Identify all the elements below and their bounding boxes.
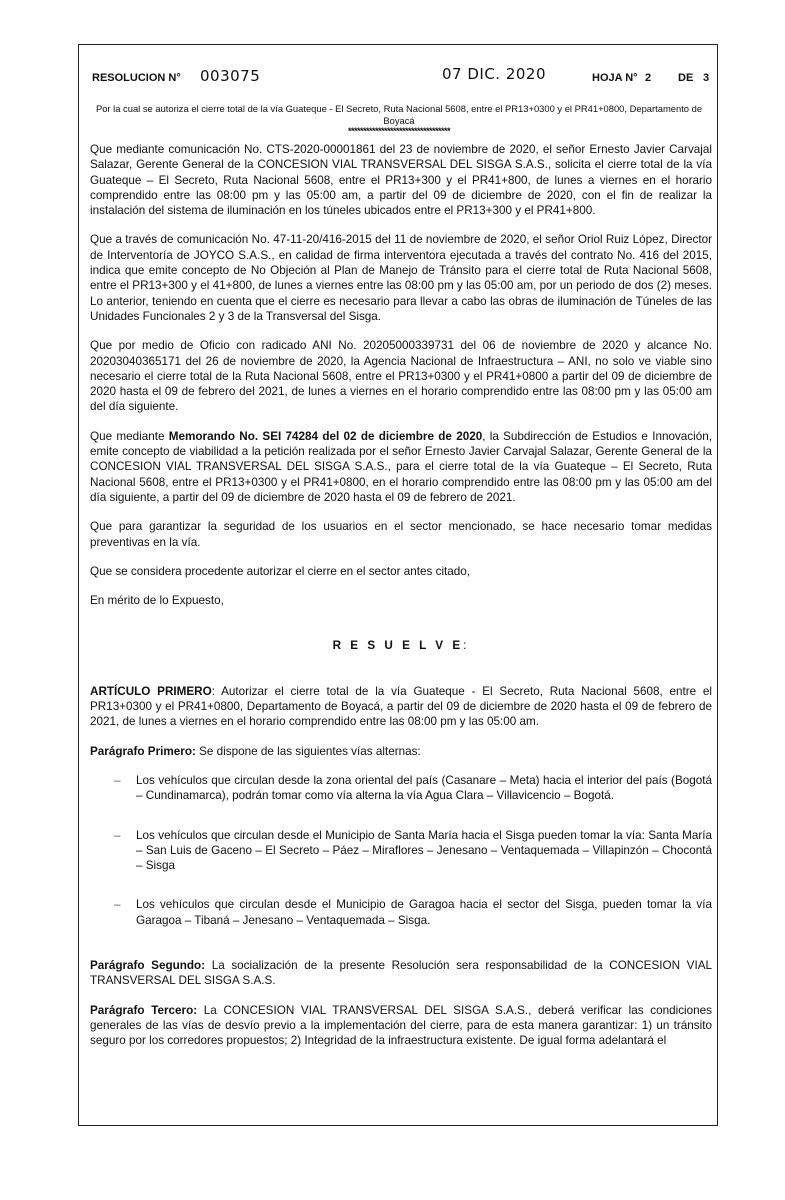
document-body xyxy=(90,142,712,1062)
paragrafo-segundo-label: Parágrafo Segundo: xyxy=(90,958,206,972)
de-number: 3 xyxy=(703,72,710,84)
resuelve-text: R E S U E L V E xyxy=(332,639,464,653)
paragraph-7: En mérito de lo Expuesto, xyxy=(90,594,224,608)
resuelve-colon: : xyxy=(463,639,470,653)
resolucion-date: 07 DIC. 2020 xyxy=(442,65,547,83)
resolution-subtitle: Por la cual se autoriza el cierre total de la vía Guateque - El Secreto, Ruta Nacional 5608, entre el PR13+0300 y el PR41+0800, Departamento de Boyacá xyxy=(95,103,703,126)
paragrafo-primero xyxy=(90,744,712,759)
alternate-routes-list xyxy=(90,773,712,928)
de-label: DE xyxy=(678,72,694,84)
resuelve-heading xyxy=(90,638,712,653)
articulo-primero-text: : Autorizar el cierre total de la vía Guateque - El Secreto, Ruta Nacional 5608, entre el PR13+0300 y el PR41+0800, Departamento de Boyacá, a partir del 09 de diciembre de 2020 hasta el 09 de febrero de 2021, de lunes a viernes en el horario comprendido entre las 08:00 pm y las 05:00 am. xyxy=(90,684,712,729)
articulo-primero xyxy=(90,684,712,730)
hoja-label: HOJA N° xyxy=(592,72,638,84)
document-header xyxy=(78,64,718,94)
paragrafo-tercero-label: Parágrafo Tercero: xyxy=(90,1003,198,1017)
separator-stars: ********************************** xyxy=(347,126,451,136)
paragrafo-segundo-text: La socialización de la presente Resolución sera responsabilidad de la CONCESION VIAL TRANSVERSAL DEL SISGA S.A.S. xyxy=(90,958,712,988)
articulo-primero-label: ARTÍCULO PRIMERO xyxy=(90,684,212,698)
paragraph-1: Que mediante comunicación No. CTS-2020-00001861 del 23 de noviembre de 2020, el señor Ernesto Javier Carvajal Salazar, Gerente General de la CONCESION VIAL TRANSVERSAL DEL SISGA S.A.S., solicita el cierre total de la vía Guateque – El Secreto, Ruta Nacional 5608, entre el PR13+300 y el PR41+800, de lunes a viernes en el horario comprendido entre las 08:00 pm y las 05:00 am, a partir del 09 de diciembre de 2020, con el fin de realizar la instalación del sistema de iluminación en los túneles ubicados entre el PR13+300 y el PR41+800. xyxy=(90,143,712,218)
list-item: – Los vehículos que circulan desde el Municipio de Santa María hacia el Sisga pueden tomar la vía: Santa María – San Luis de Gaceno – El Secreto – Páez – Miraflores – Jenesano – Ventaquemada – Villapinzón – Chocontá – Sisga xyxy=(90,828,712,874)
memorando-reference: Memorando No. SEI 74284 del 02 de diciembre de 2020 xyxy=(168,429,483,443)
resolucion-label: RESOLUCION N° xyxy=(92,72,181,84)
paragraph-4-post: , la Subdirección de Estudios e Innovación, emite concepto de viabilidad a la petición realizada por el señor Ernesto Javier Carvajal Salazar, Gerente General de la CONCESION VIAL TRANSVERSAL DEL SISGA S.A.S., para el cierre total de la vía Guateque – El Secreto, Ruta Nacional 5608, entre el PR13+0300 y el PR41+0800, en el horario comprendido entre las 08:00 pm y las 05:00 am del día siguiente, a partir del 09 de diciembre de 2020 hasta el 09 de febrero de 2021. xyxy=(90,429,712,504)
paragraph-2: Que a través de comunicación No. 47-11-20/416-2015 del 11 de noviembre de 2020, el señor Oriol Ruiz López, Director de Interventoría de JOYCO S.A.S., en calidad de firma interventora ejecutada a través del contrato No. 416 del 2015, indica que emite concepto de No Objeción al Plan de Manejo de Tránsito para el cierre total de Ruta Nacional 5608, entre el PR13+300 y el 41+800, de lunes a viernes entre las 08:00 pm y las 05:00 am, por un periodo de dos (2) meses. Lo anterior, teniendo en cuenta que el cierre es necesario para llevar a cabo las obras de iluminación de Túneles de las Unidades Funcionales 2 y 3 de la Transversal del Sisga. xyxy=(90,233,712,323)
hoja-number: 2 xyxy=(645,72,652,84)
paragrafo-primero-text: Se dispone de las siguientes vías alternas: xyxy=(195,744,421,758)
paragrafo-tercero-text: La CONCESION VIAL TRANSVERSAL DEL SISGA S.A.S., deberá verificar las condiciones generales de las vías de desvío previo a la implementación del cierre, para de esta manera garantizar: 1) un tránsito seguro por los corredores propuestos; 2) Integridad de la infraestructura existente. De igual forma adelantará el xyxy=(90,1003,712,1048)
paragrafo-primero-label: Parágrafo Primero: xyxy=(90,744,196,758)
paragraph-4-pre: Que mediante xyxy=(90,429,169,443)
paragraph-6: Que se considera procedente autorizar el cierre en el sector antes citado, xyxy=(90,564,471,578)
list-item: – Los vehículos que circulan desde la zona oriental del país (Casanare – Meta) hacia el interior del país (Bogotá – Cundinamarca), podrán tomar como vía alterna la vía Agua Clara – Villavicencio – Bogotá. xyxy=(90,773,712,804)
paragraph-3: Que por medio de Oficio con radicado ANI No. 20205000339731 del 06 de noviembre de 2020 y alcance No. 20203040365171 del 26 de noviembre de 2020, la Agencia Nacional de Infraestructura – ANI, no solo ve viable sino necesario el cierre total de la Ruta Nacional 5608, entre el PR13+0300 y el PR41+0800 a partir del 09 de diciembre de 2020 hasta el 09 de febrero del 2021, de lunes a viernes en el horario comprendido entre las 08:00 pm y las 05:00 am del día siguiente. xyxy=(90,339,712,414)
paragraph-5: Que para garantizar la seguridad de los usuarios en el sector mencionado, se hace necesario tomar medidas preventivas en la vía. xyxy=(90,520,712,549)
paragraph-4 xyxy=(90,429,712,505)
paragrafo-segundo xyxy=(90,958,712,989)
list-item: – Los vehículos que circulan desde el Municipio de Garagoa hacia el sector del Sisga, pueden tomar la vía Garagoa – Tibaná – Jenesano – Ventaquemada – Sisga. xyxy=(90,897,712,928)
paragrafo-tercero xyxy=(90,1003,712,1049)
resolucion-number: 003075 xyxy=(200,67,261,85)
